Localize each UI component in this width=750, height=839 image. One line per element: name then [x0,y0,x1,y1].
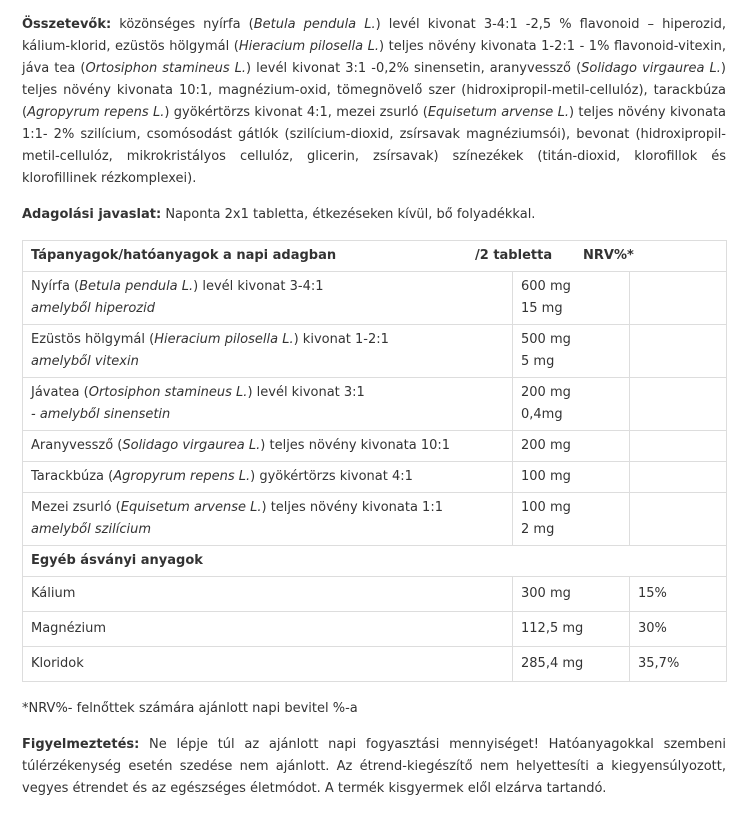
nrv-cell [630,272,727,325]
latin-name: Hieracium pilosella L. [238,39,380,54]
amount-cell [513,462,630,493]
text-segment: Nyírfa ( [31,279,80,294]
sub-amount-value: 2 mg [521,522,555,537]
amount-cell [513,431,630,462]
text-segment: Jávatea ( [31,385,89,400]
table-row [23,272,727,325]
mineral-amount: 112,5 mg [513,612,630,647]
latin-name: Agropyrum repens L. [113,469,251,484]
text-segment: Tarackbúza ( [31,469,114,484]
text-segment: közönséges nyírfa ( [111,17,254,32]
latin-name: Equisetum arvense L. [120,500,262,515]
text-segment: ) levél kivonat 3:1 [247,385,365,400]
ingredients-text [22,17,726,186]
mineral-name: Magnézium [23,612,513,647]
table-header-row [23,241,727,272]
table-row [23,378,727,431]
ingredient-name [31,435,504,457]
text-segment: ) levél kivonat 3-4:1 [193,279,324,294]
latin-name: Betula pendula L. [253,17,376,32]
sub-amount-value: 5 mg [521,354,555,369]
table-row [23,325,727,378]
text-segment: ) teljes növény kivonata 10:1 [260,438,451,453]
nrv-cell [630,378,727,431]
latin-name: Ortosiphon stamineus L. [88,385,248,400]
mineral-row [23,612,727,647]
nrv-cell [630,325,727,378]
mineral-row [23,577,727,612]
ingredients-paragraph [22,14,726,190]
nrv-note: *NRV%- felnőttek számára ajánlott napi bevitel %-a [22,701,358,716]
ingredient-cell [23,378,513,431]
sub-amount-value: 0,4mg [521,407,563,422]
amount-cell [513,378,630,431]
ingredient-name [31,466,504,488]
ingredient-name [31,497,504,519]
warning-text: Ne lépje túl az ajánlott napi fogyasztási mennyiséget! Hatóanyagokkal szembeni túlérzékenység esetén szedése nem ajánlott. Az étrend-kiegészítő nem helyettesíti a kiegyensúlyozott, vegyes étrendet és az egészséges életmódot. A termék kisgyermek elől elzárva tartandó. [22,737,726,796]
text-segment: ) levél kivonat 3:1 -0,2% sinensetin, aranyvessző ( [246,61,582,76]
amount-cell [513,325,630,378]
mineral-row [23,647,727,682]
mineral-name: Kálium [23,577,513,612]
latin-name: Ortosiphon stamineus L. [85,61,247,76]
text-segment: ) teljes növény kivonata 1-2:1 - 1% flavonoid-vitexin, jáva tea ( [22,39,726,76]
text-segment: ) gyökértörzs kivonat 4:1 [250,469,413,484]
nutrition-table [22,240,727,682]
ingredient-subline: amelyből szilícium [31,522,151,537]
ingredient-subline: amelyből hiperozid [31,301,155,316]
mineral-name: Kloridok [23,647,513,682]
ingredients-label: Összetevők: [22,17,112,32]
ingredient-cell [23,431,513,462]
dosage-paragraph [22,204,726,226]
latin-name: Agropyrum repens L. [27,105,165,120]
nrv-cell [630,493,727,546]
latin-name: Equisetum arvense L. [427,105,569,120]
text-segment: ) gyökértörzs kivonat 4:1, mezei zsurló ( [164,105,428,120]
amount-value: 200 mg [521,385,571,400]
mineral-amount: 300 mg [513,577,630,612]
text-segment: ) kivonat 1-2:1 [293,332,389,347]
ingredient-cell [23,272,513,325]
ingredient-cell [23,325,513,378]
text-segment: Mezei zsurló ( [31,500,121,515]
table-row [23,462,727,493]
amount-value: 100 mg [521,500,571,515]
table-row [23,493,727,546]
mineral-nrv: 15% [630,577,727,612]
section-title: Egyéb ásványi anyagok [23,546,727,577]
ingredient-subline: - amelyből sinensetin [31,407,171,422]
latin-name: Solidago virgaurea L. [581,61,721,76]
text-segment: ) teljes növény kivonata 1:1- 2% szilícium, csomósodást gátlók (szilícium-dioxid, zsírsavak magnéziumsói), bevonat (hidroxipropil-metil-cellulóz, mikrokristályos cellulóz, glicerin, zsírsavak) színezékek (titán-dioxid, klorofillok és klorofillinek rézkomplexei). [22,105,727,186]
text-segment: ) teljes növény kivonata 10:1, magnézium-oxid, tömegnövelő szer (hidroxipropil-metil-cellulóz), tarackbúza ( [22,61,726,120]
dosage-label: Adagolási javaslat: [22,207,162,222]
text-segment: ) levél kivonat 3-4:1 -2,5 % flavonoid – hiperozid, kálium-klorid, ezüstös hölgymál ( [22,17,727,54]
amount-value: 100 mg [521,469,571,484]
header-per-dose: /2 tabletta [475,248,553,263]
sub-amount-value: 15 mg [521,301,563,316]
table-row [23,431,727,462]
amount-value: 500 mg [521,332,571,347]
header-nrv: NRV%* [583,248,634,263]
mineral-amount: 285,4 mg [513,647,630,682]
mineral-nrv: 35,7% [630,647,727,682]
amount-value: 600 mg [521,279,571,294]
latin-name: Betula pendula L. [79,279,194,294]
ingredient-name [31,329,504,351]
dosage-text: Naponta 2x1 tabletta, étkezéseken kívül, bő folyadékkal. [161,207,536,222]
nrv-cell [630,431,727,462]
ingredient-name [31,382,504,404]
text-segment: Aranyvessző ( [31,438,123,453]
ingredient-name [31,276,504,298]
ingredient-cell [23,493,513,546]
amount-value: 200 mg [521,438,571,453]
latin-name: Hieracium pilosella L. [154,332,294,347]
text-segment: ) teljes növény kivonata 1:1 [261,500,443,515]
latin-name: Solidago virgaurea L. [122,438,261,453]
warning-paragraph [22,734,726,800]
amount-cell [513,493,630,546]
nrv-cell [630,462,727,493]
header-nutrients: Tápanyagok/hatóanyagok a napi adagban [31,248,337,263]
section-row [23,546,727,577]
mineral-nrv: 30% [630,612,727,647]
warning-label: Figyelmeztetés: [22,737,140,752]
ingredient-cell [23,462,513,493]
text-segment: Ezüstös hölgymál ( [31,332,155,347]
amount-cell [513,272,630,325]
ingredient-subline: amelyből vitexin [31,354,139,369]
